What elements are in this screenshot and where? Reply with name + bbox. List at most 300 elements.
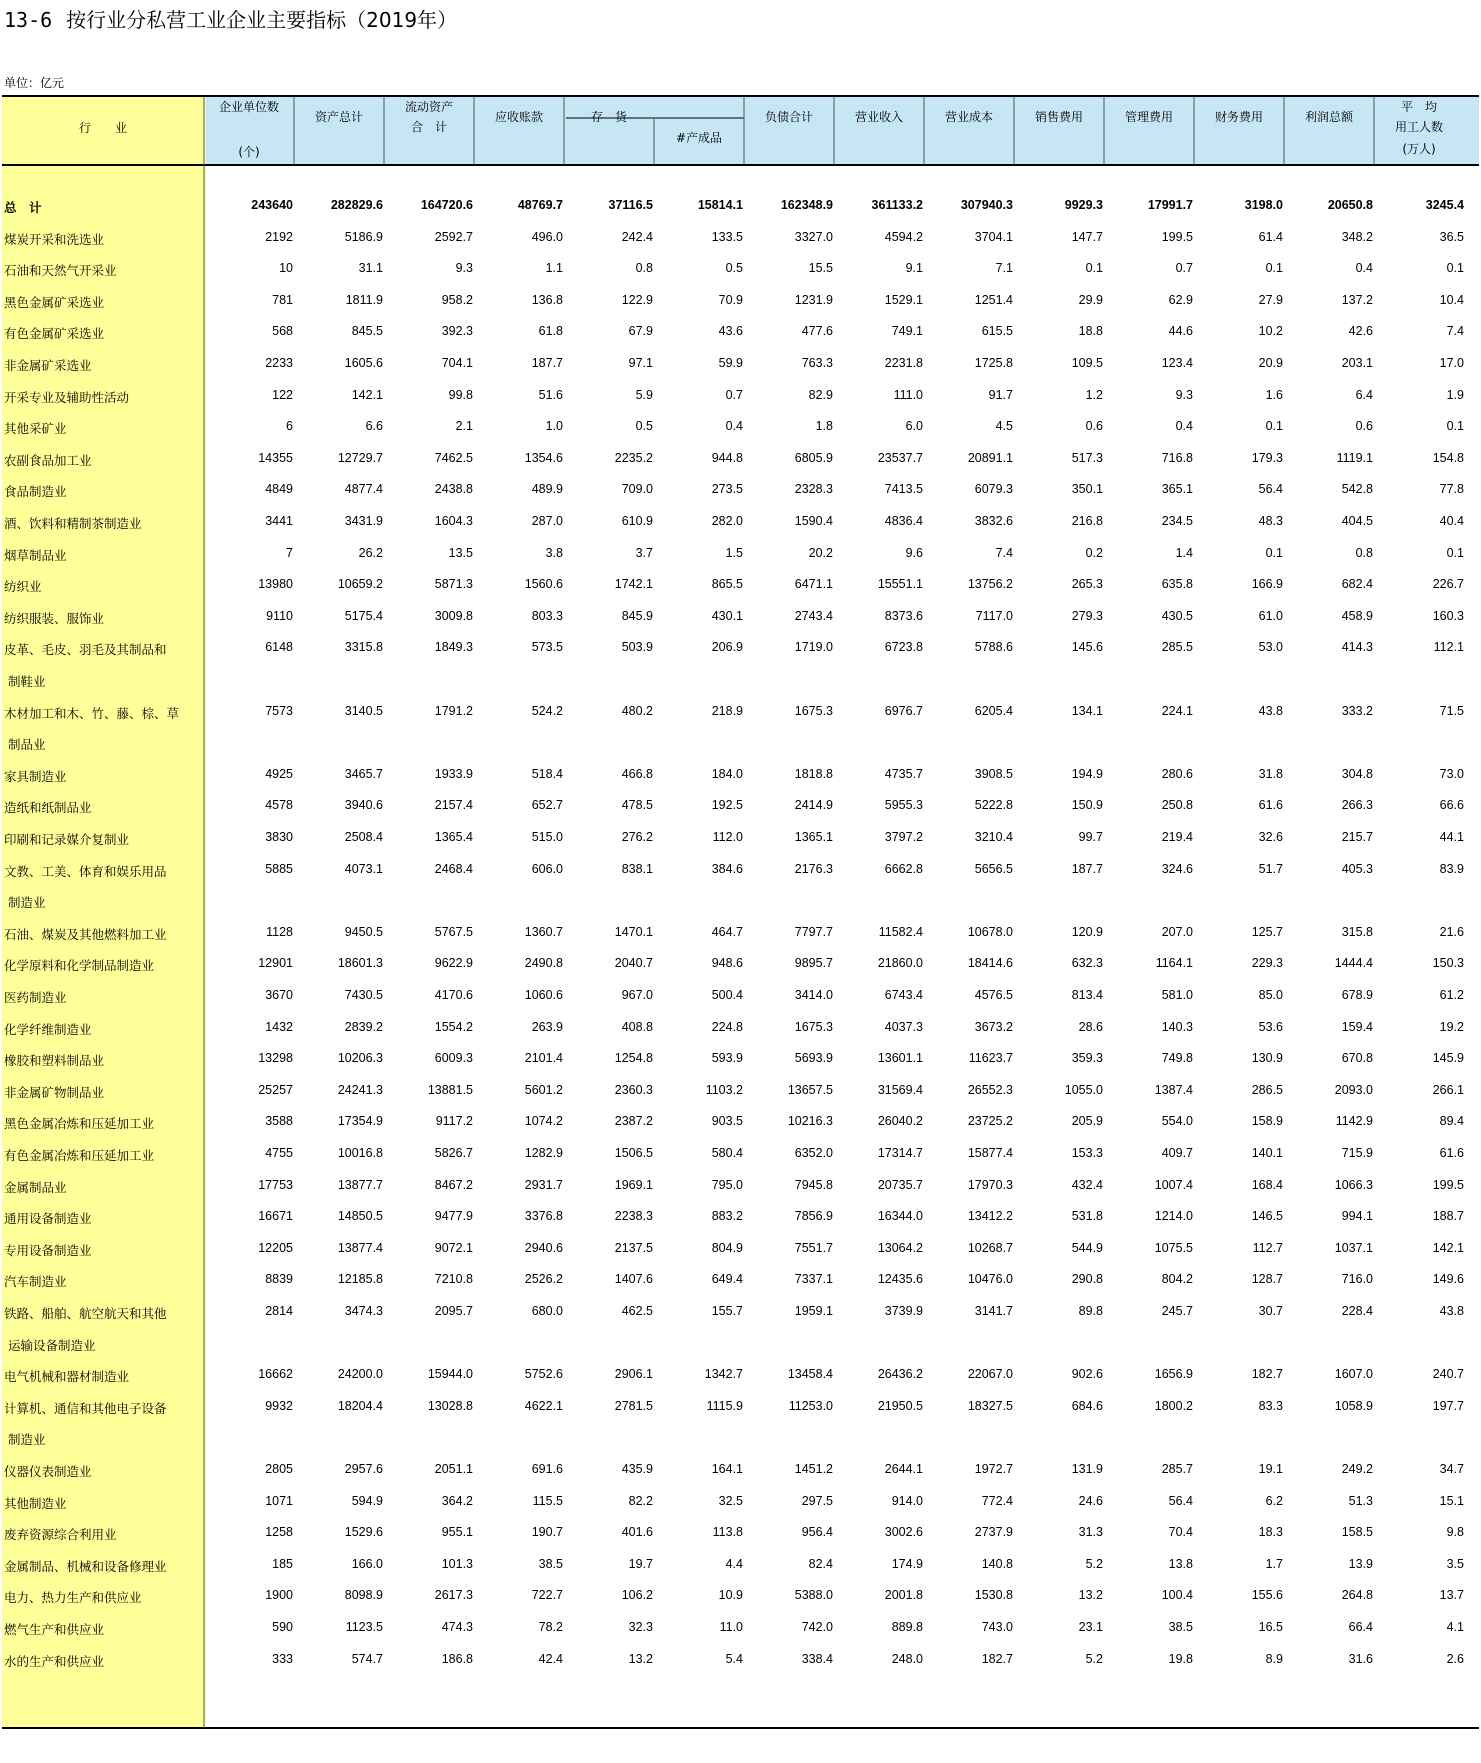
table-cell: 2231.8 [884, 356, 923, 370]
table-cell: 3210.4 [974, 830, 1013, 844]
table-cell: 462.5 [621, 1304, 653, 1318]
table-cell: 13.7 [1439, 1588, 1464, 1603]
header-total-profit: 利润总额 [1304, 110, 1353, 124]
table-cell: 1387.4 [1154, 1082, 1193, 1097]
table-cell: 1969.1 [614, 1177, 653, 1192]
table-cell: 38.5 [538, 1556, 563, 1571]
table-cell: 134.1 [1071, 703, 1103, 718]
table-cell: 7462.5 [434, 450, 473, 465]
table-cell: 158.5 [1341, 1525, 1373, 1540]
table-cell: 709.0 [621, 482, 653, 497]
table-cell: 53.6 [1258, 1019, 1283, 1034]
table-cell: 18327.5 [967, 1398, 1013, 1413]
table-cell: 2957.6 [344, 1462, 383, 1476]
table-cell: 1900 [265, 1588, 293, 1603]
table-cell: 458.9 [1341, 608, 1373, 623]
table-cell: 40.4 [1439, 514, 1464, 528]
table-cell: 405.3 [1341, 861, 1373, 876]
table-cell: 186.8 [441, 1651, 473, 1666]
table-cell: 19.8 [1168, 1651, 1193, 1666]
table-cell: 4576.5 [974, 988, 1013, 1002]
table-cell: 9.3 [455, 261, 473, 276]
table-cell: 7856.9 [794, 1209, 833, 1224]
table-cell: 0.1 [1085, 261, 1103, 276]
table-cell: 0.6 [1355, 419, 1373, 434]
table-title: 按行业分私营工业企业主要指标（2019年） [66, 8, 458, 32]
table-cell: 215.7 [1341, 830, 1373, 844]
table-cell: 5752.6 [524, 1367, 563, 1382]
table-cell: 430.5 [1161, 608, 1193, 623]
row-label: 非金属矿采选业 [4, 358, 92, 373]
table-cell: 5826.7 [434, 1146, 473, 1160]
table-cell: 3414.0 [794, 988, 833, 1002]
table-cell: 1605.6 [344, 356, 383, 370]
table-cell: 500.4 [711, 988, 743, 1002]
table-cell: 1791.2 [434, 703, 473, 718]
table-cell: 1342.7 [704, 1367, 743, 1382]
table-cell: 414.3 [1341, 640, 1373, 655]
table-cell: 154.8 [1432, 450, 1464, 465]
table-cell: 1.1 [545, 261, 563, 276]
table-cell: 23725.2 [967, 1114, 1013, 1129]
table-cell: 128.7 [1251, 1272, 1283, 1287]
table-cell: 140.1 [1251, 1146, 1283, 1160]
table-cell: 106.2 [621, 1588, 653, 1603]
table-cell: 287.0 [531, 514, 563, 528]
header-firms-line2: (个) [238, 145, 260, 159]
table-cell: 2805 [265, 1462, 293, 1476]
row-label: 医药制造业 [4, 990, 67, 1005]
table-cell: 944.8 [711, 450, 743, 465]
table-cell: 0.8 [1355, 545, 1373, 560]
table-cell: 229.3 [1251, 956, 1283, 971]
table-cell: 85.0 [1258, 988, 1283, 1002]
table-cell: 61.8 [538, 324, 563, 339]
row-label: 仪器仪表制造业 [4, 1464, 92, 1479]
table-cell: 1506.5 [614, 1146, 653, 1160]
table-cell: 70.4 [1168, 1525, 1193, 1540]
table-cell: 7945.8 [794, 1177, 833, 1192]
table-cell: 53.0 [1258, 640, 1283, 655]
table-cell: 1007.4 [1154, 1177, 1193, 1192]
table-cell: 489.9 [531, 482, 563, 497]
row-label: 制鞋业 [8, 674, 46, 689]
table-cell: 13028.8 [427, 1398, 473, 1413]
header-admin-expenses: 管理费用 [1124, 110, 1173, 124]
table-cell: 67.9 [628, 324, 653, 339]
table-cell: 61.0 [1258, 608, 1283, 623]
table-cell: 182.7 [981, 1651, 1013, 1666]
table-cell: 9117.2 [435, 1114, 473, 1129]
table-cell: 743.0 [981, 1620, 1013, 1634]
table-cell: 0.2 [1085, 545, 1103, 560]
row-label: 铁路、船舶、航空航天和其他 [4, 1306, 167, 1321]
table-cell: 20735.7 [877, 1177, 923, 1192]
table-cell: 4877.4 [344, 482, 383, 497]
table-cell: 889.8 [891, 1620, 923, 1634]
table-cell: 6079.3 [974, 482, 1013, 497]
table-cell: 464.7 [711, 924, 743, 939]
table-cell: 7.1 [995, 261, 1013, 276]
table-cell: 803.3 [531, 608, 563, 623]
table-cell: 544.9 [1071, 1240, 1103, 1255]
table-cell: 1037.1 [1334, 1240, 1373, 1255]
table-cell: 101.3 [441, 1556, 473, 1571]
table-cell: 9072.1 [434, 1240, 473, 1255]
table-cell: 112.7 [1252, 1240, 1283, 1255]
table-cell: 883.2 [711, 1209, 743, 1224]
table-cell: 99.8 [448, 387, 473, 402]
table-cell: 0.1 [1265, 261, 1283, 276]
header-total-assets: 资产总计 [314, 110, 363, 124]
table-cell: 8467.2 [434, 1177, 473, 1192]
table-cell: 409.7 [1161, 1146, 1193, 1160]
table-cell: 10.4 [1439, 292, 1464, 307]
table-cell: 1071 [265, 1493, 293, 1508]
table-cell: 32.3 [628, 1620, 653, 1634]
table-cell: 5601.2 [524, 1082, 563, 1097]
table-cell: 632.3 [1071, 956, 1103, 971]
table-cell: 474.3 [441, 1620, 473, 1634]
table-cell: 1818.8 [794, 766, 833, 781]
table-cell: 635.8 [1161, 577, 1193, 592]
table-cell: 15551.1 [877, 577, 923, 592]
table-cell: 240.7 [1432, 1367, 1464, 1382]
table-cell: 187.7 [1071, 861, 1103, 876]
table-cell: 10678.0 [967, 924, 1013, 939]
table-cell: 89.8 [1078, 1304, 1103, 1318]
row-label: 专用设备制造业 [4, 1242, 92, 1258]
row-label: 制品业 [8, 737, 46, 753]
row-label: 电力、热力生产和供应业 [4, 1590, 142, 1606]
table-cell: 361133.2 [871, 198, 923, 212]
table-cell: 187.7 [531, 356, 563, 370]
table-cell: 14355 [258, 450, 293, 465]
table-cell: 13.5 [448, 545, 473, 560]
table-cell: 51.6 [538, 387, 563, 402]
table-cell: 3441 [265, 514, 293, 528]
table-cell: 2387.2 [614, 1114, 653, 1129]
table-cell: 21.6 [1439, 924, 1464, 939]
table-cell: 4622.1 [524, 1398, 563, 1413]
table-cell: 9477.9 [434, 1209, 473, 1224]
table-cell: 20650.8 [1327, 198, 1373, 212]
table-cell: 715.9 [1341, 1146, 1373, 1160]
table-cell: 160.3 [1432, 608, 1464, 623]
table-cell: 359.3 [1071, 1051, 1103, 1066]
table-cell: 1.8 [815, 419, 833, 434]
table-cell: 12901 [258, 956, 293, 971]
row-label: 计算机、通信和其他电子设备 [4, 1400, 167, 1416]
row-label: 燃气生产和供应业 [4, 1622, 105, 1637]
table-cell: 408.8 [621, 1019, 653, 1034]
table-cell: 610.9 [621, 514, 653, 528]
table-cell: 12729.7 [337, 450, 383, 465]
table-cell: 216.8 [1071, 514, 1103, 528]
table-cell: 4755 [265, 1146, 293, 1160]
table-cell: 5885 [265, 861, 293, 876]
row-label: 黑色金属冶炼和压延加工业 [4, 1116, 155, 1132]
table-cell: 9.6 [905, 545, 923, 560]
table-cell: 3.8 [545, 545, 563, 560]
table-cell: 61.4 [1258, 229, 1283, 244]
table-cell: 5.4 [725, 1651, 743, 1666]
table-cell: 6 [286, 419, 293, 434]
table-cell: 19.1 [1258, 1462, 1283, 1476]
table-cell: 23537.7 [877, 450, 923, 465]
table-cell: 13.8 [1168, 1556, 1193, 1571]
table-cell: 19.2 [1439, 1019, 1464, 1034]
table-cell: 174.9 [891, 1556, 923, 1571]
table-cell: 6805.9 [794, 450, 833, 465]
table-cell: 2940.6 [524, 1240, 563, 1255]
table-cell: 11623.7 [968, 1051, 1013, 1066]
table-cell: 142.1 [1432, 1240, 1464, 1255]
table-cell: 804.9 [711, 1240, 743, 1255]
table-cell: 2233 [265, 356, 293, 370]
table-cell: 684.6 [1071, 1398, 1103, 1413]
table-cell: 146.5 [1251, 1209, 1283, 1224]
table-cell: 1258 [265, 1525, 293, 1540]
table-cell: 51.3 [1348, 1493, 1373, 1508]
table-cell: 285.7 [1161, 1462, 1193, 1476]
table-cell: 4849 [265, 482, 293, 497]
row-label: 烟草制品业 [4, 547, 67, 563]
table-cell: 77.8 [1439, 482, 1464, 497]
table-number: 13-6 [4, 8, 53, 32]
unit-label: 单位：亿元 [4, 76, 65, 90]
table-cell: 158.9 [1251, 1114, 1283, 1129]
table-cell: 5.9 [635, 387, 653, 402]
table-cell: 147.7 [1071, 229, 1103, 244]
table-cell: 26040.2 [877, 1114, 923, 1129]
table-cell: 133.5 [711, 229, 743, 244]
table-cell: 7210.8 [434, 1272, 473, 1287]
table-cell: 61.2 [1439, 988, 1464, 1002]
table-cell: 8.9 [1265, 1651, 1283, 1666]
table-cell: 2.6 [1446, 1651, 1464, 1666]
table-cell: 9110 [266, 608, 293, 623]
table-cell: 4170.6 [434, 988, 473, 1002]
row-label: 非金属矿物制品业 [4, 1084, 105, 1100]
row-label: 运输设备制造业 [8, 1337, 96, 1353]
table-cell: 83.9 [1439, 861, 1464, 876]
table-cell: 44.6 [1168, 324, 1193, 339]
table-cell: 12205 [258, 1240, 293, 1255]
table-cell: 18.8 [1078, 324, 1103, 339]
row-label: 皮革、毛皮、羽毛及其制品和 [4, 642, 167, 658]
table-cell: 280.6 [1161, 766, 1193, 781]
table-cell: 2839.2 [344, 1019, 383, 1034]
table-cell: 4836.4 [884, 514, 923, 528]
row-label: 水的生产和供应业 [4, 1653, 105, 1669]
table-cell: 31.1 [358, 261, 383, 276]
row-label: 废弃资源综合利用业 [4, 1527, 117, 1543]
table-cell: 16662 [258, 1367, 293, 1382]
table-cell: 13.2 [1078, 1588, 1103, 1603]
table-cell: 228.4 [1341, 1304, 1373, 1318]
table-cell: 1725.8 [974, 356, 1013, 370]
header-liabilities: 负债合计 [764, 110, 813, 124]
table-cell: 266.3 [1341, 798, 1373, 813]
table-cell: 166.9 [1251, 577, 1283, 592]
table-cell: 1675.3 [794, 703, 833, 718]
table-cell: 1.6 [1265, 387, 1283, 402]
table-cell: 2.1 [455, 419, 473, 434]
table-cell: 10206.3 [337, 1051, 383, 1066]
row-label: 金属制品、机械和设备修理业 [4, 1558, 167, 1574]
table-cell: 7117.0 [975, 608, 1013, 623]
table-cell: 286.5 [1251, 1082, 1283, 1097]
table-cell: 2095.7 [434, 1304, 473, 1318]
table-cell: 1470.1 [614, 924, 653, 939]
row-label: 黑色金属矿采选业 [4, 294, 105, 310]
table-cell: 10268.7 [967, 1240, 1013, 1255]
table-cell: 2051.1 [434, 1462, 473, 1476]
table-cell: 365.1 [1161, 482, 1193, 497]
row-label: 通用设备制造业 [4, 1211, 92, 1227]
row-label: 有色金属矿采选业 [4, 326, 105, 342]
table-cell: 1933.9 [434, 766, 473, 781]
table-cell: 1103.2 [705, 1082, 743, 1097]
table-cell: 2414.9 [794, 798, 833, 813]
row-label: 金属制品业 [4, 1179, 67, 1195]
table-cell: 62.9 [1168, 292, 1193, 307]
table-cell: 2235.2 [614, 450, 653, 465]
table-cell: 44.1 [1439, 830, 1464, 844]
table-cell: 845.5 [351, 324, 383, 339]
table-cell: 804.2 [1161, 1272, 1193, 1287]
header-inventory: 存 货 [590, 110, 627, 124]
table-cell: 273.5 [711, 482, 743, 497]
table-cell: 73.0 [1439, 766, 1464, 781]
table-cell: 749.8 [1161, 1051, 1193, 1066]
row-label: 印刷和记录媒介复制业 [4, 832, 130, 847]
table-cell: 7.4 [995, 545, 1013, 560]
table-cell: 324.6 [1161, 861, 1193, 876]
table-cell: 123.4 [1161, 356, 1193, 370]
table-cell: 5.2 [1085, 1651, 1103, 1666]
table-cell: 772.4 [981, 1493, 1013, 1508]
table-cell: 9932 [265, 1398, 293, 1413]
table-cell: 13298 [258, 1051, 293, 1066]
table-cell: 315.8 [1341, 924, 1373, 939]
table-cell: 34.7 [1439, 1462, 1464, 1476]
table-cell: 13064.2 [877, 1240, 923, 1255]
table-cell: 304.8 [1341, 766, 1373, 781]
row-label: 纺织业 [4, 579, 42, 595]
table-cell: 2526.2 [524, 1272, 563, 1287]
table-cell: 197.7 [1432, 1398, 1464, 1413]
table-cell: 25257 [258, 1082, 293, 1097]
table-cell: 145.9 [1432, 1051, 1464, 1066]
header-employees-line1: 平 均 [1400, 100, 1437, 114]
table-cell: 16.5 [1258, 1620, 1283, 1634]
table-cell: 218.9 [711, 703, 743, 718]
table-cell: 11582.4 [878, 924, 923, 939]
table-cell: 7.4 [1446, 324, 1464, 339]
table-cell: 1560.6 [524, 577, 563, 592]
table-cell: 13657.5 [787, 1082, 833, 1097]
table-cell: 184.0 [711, 766, 743, 781]
table-cell: 1675.3 [794, 1019, 833, 1034]
table-cell: 680.0 [531, 1304, 563, 1318]
table-cell: 13756.2 [967, 577, 1013, 592]
table-cell: 43.6 [718, 324, 743, 339]
header-selling-expenses: 销售费用 [1034, 110, 1083, 124]
table-cell: 9622.9 [434, 956, 473, 971]
table-cell: 31.3 [1078, 1525, 1103, 1540]
table-cell: 1604.3 [434, 514, 473, 528]
header-revenue: 营业收入 [854, 110, 903, 124]
table-cell: 1.0 [545, 419, 563, 434]
table-cell: 1959.1 [794, 1304, 833, 1318]
table-cell: 17970.3 [967, 1177, 1013, 1192]
table-cell: 168.4 [1251, 1177, 1283, 1192]
table-cell: 31569.4 [877, 1082, 923, 1097]
table-cell: 1590.4 [794, 514, 833, 528]
table-cell: 652.7 [531, 798, 563, 813]
table-cell: 865.5 [711, 577, 743, 592]
table-cell: 2157.4 [434, 798, 473, 813]
table-cell: 13412.2 [967, 1209, 1013, 1224]
table-cell: 12435.6 [877, 1272, 923, 1287]
table-cell: 716.0 [1341, 1272, 1373, 1287]
table-cell: 1.5 [725, 545, 743, 560]
table-cell: 333.2 [1341, 703, 1373, 718]
table-cell: 1282.9 [524, 1146, 563, 1160]
table-cell: 9.3 [1175, 387, 1193, 402]
table-cell: 1128 [266, 924, 293, 939]
table-cell: 243640 [251, 198, 293, 212]
table-cell: 3908.5 [974, 766, 1013, 781]
table-cell: 61.6 [1258, 798, 1283, 813]
table-cell: 477.6 [801, 324, 833, 339]
table-cell: 219.4 [1161, 830, 1193, 844]
table-cell: 6471.1 [794, 577, 833, 592]
table-cell: 130.9 [1251, 1051, 1283, 1066]
table-cell: 100.4 [1161, 1588, 1193, 1603]
table-cell: 542.8 [1341, 482, 1373, 497]
table-cell: 914.0 [891, 1493, 923, 1508]
table-cell: 7 [286, 545, 293, 560]
table-cell: 28.6 [1078, 1019, 1103, 1034]
table-cell: 6.0 [905, 419, 923, 434]
table-cell: 71.5 [1439, 703, 1464, 718]
table-cell: 29.9 [1078, 292, 1103, 307]
table-cell: 31.8 [1258, 766, 1283, 781]
table-cell: 0.1 [1446, 419, 1464, 434]
table-cell: 24.6 [1078, 1493, 1103, 1508]
table-cell: 3327.0 [794, 229, 833, 244]
table-cell: 1444.4 [1334, 956, 1373, 971]
row-label: 制造业 [8, 895, 46, 911]
table-cell: 5388.0 [794, 1588, 833, 1603]
table-cell: 6205.4 [974, 703, 1013, 718]
table-cell: 1719.0 [794, 640, 833, 655]
table-cell: 955.1 [441, 1525, 473, 1540]
table-cell: 282.0 [711, 514, 743, 528]
table-cell: 150.3 [1432, 956, 1464, 971]
row-label: 造纸和纸制品业 [4, 800, 92, 816]
table-cell: 263.9 [531, 1019, 563, 1034]
table-cell: 11253.0 [788, 1398, 833, 1413]
table-cell: 145.6 [1071, 640, 1103, 655]
table-cell: 17753 [258, 1177, 293, 1192]
table-cell: 1.2 [1085, 387, 1103, 402]
table-cell: 956.4 [801, 1525, 833, 1540]
table-cell: 1365.4 [434, 830, 473, 844]
